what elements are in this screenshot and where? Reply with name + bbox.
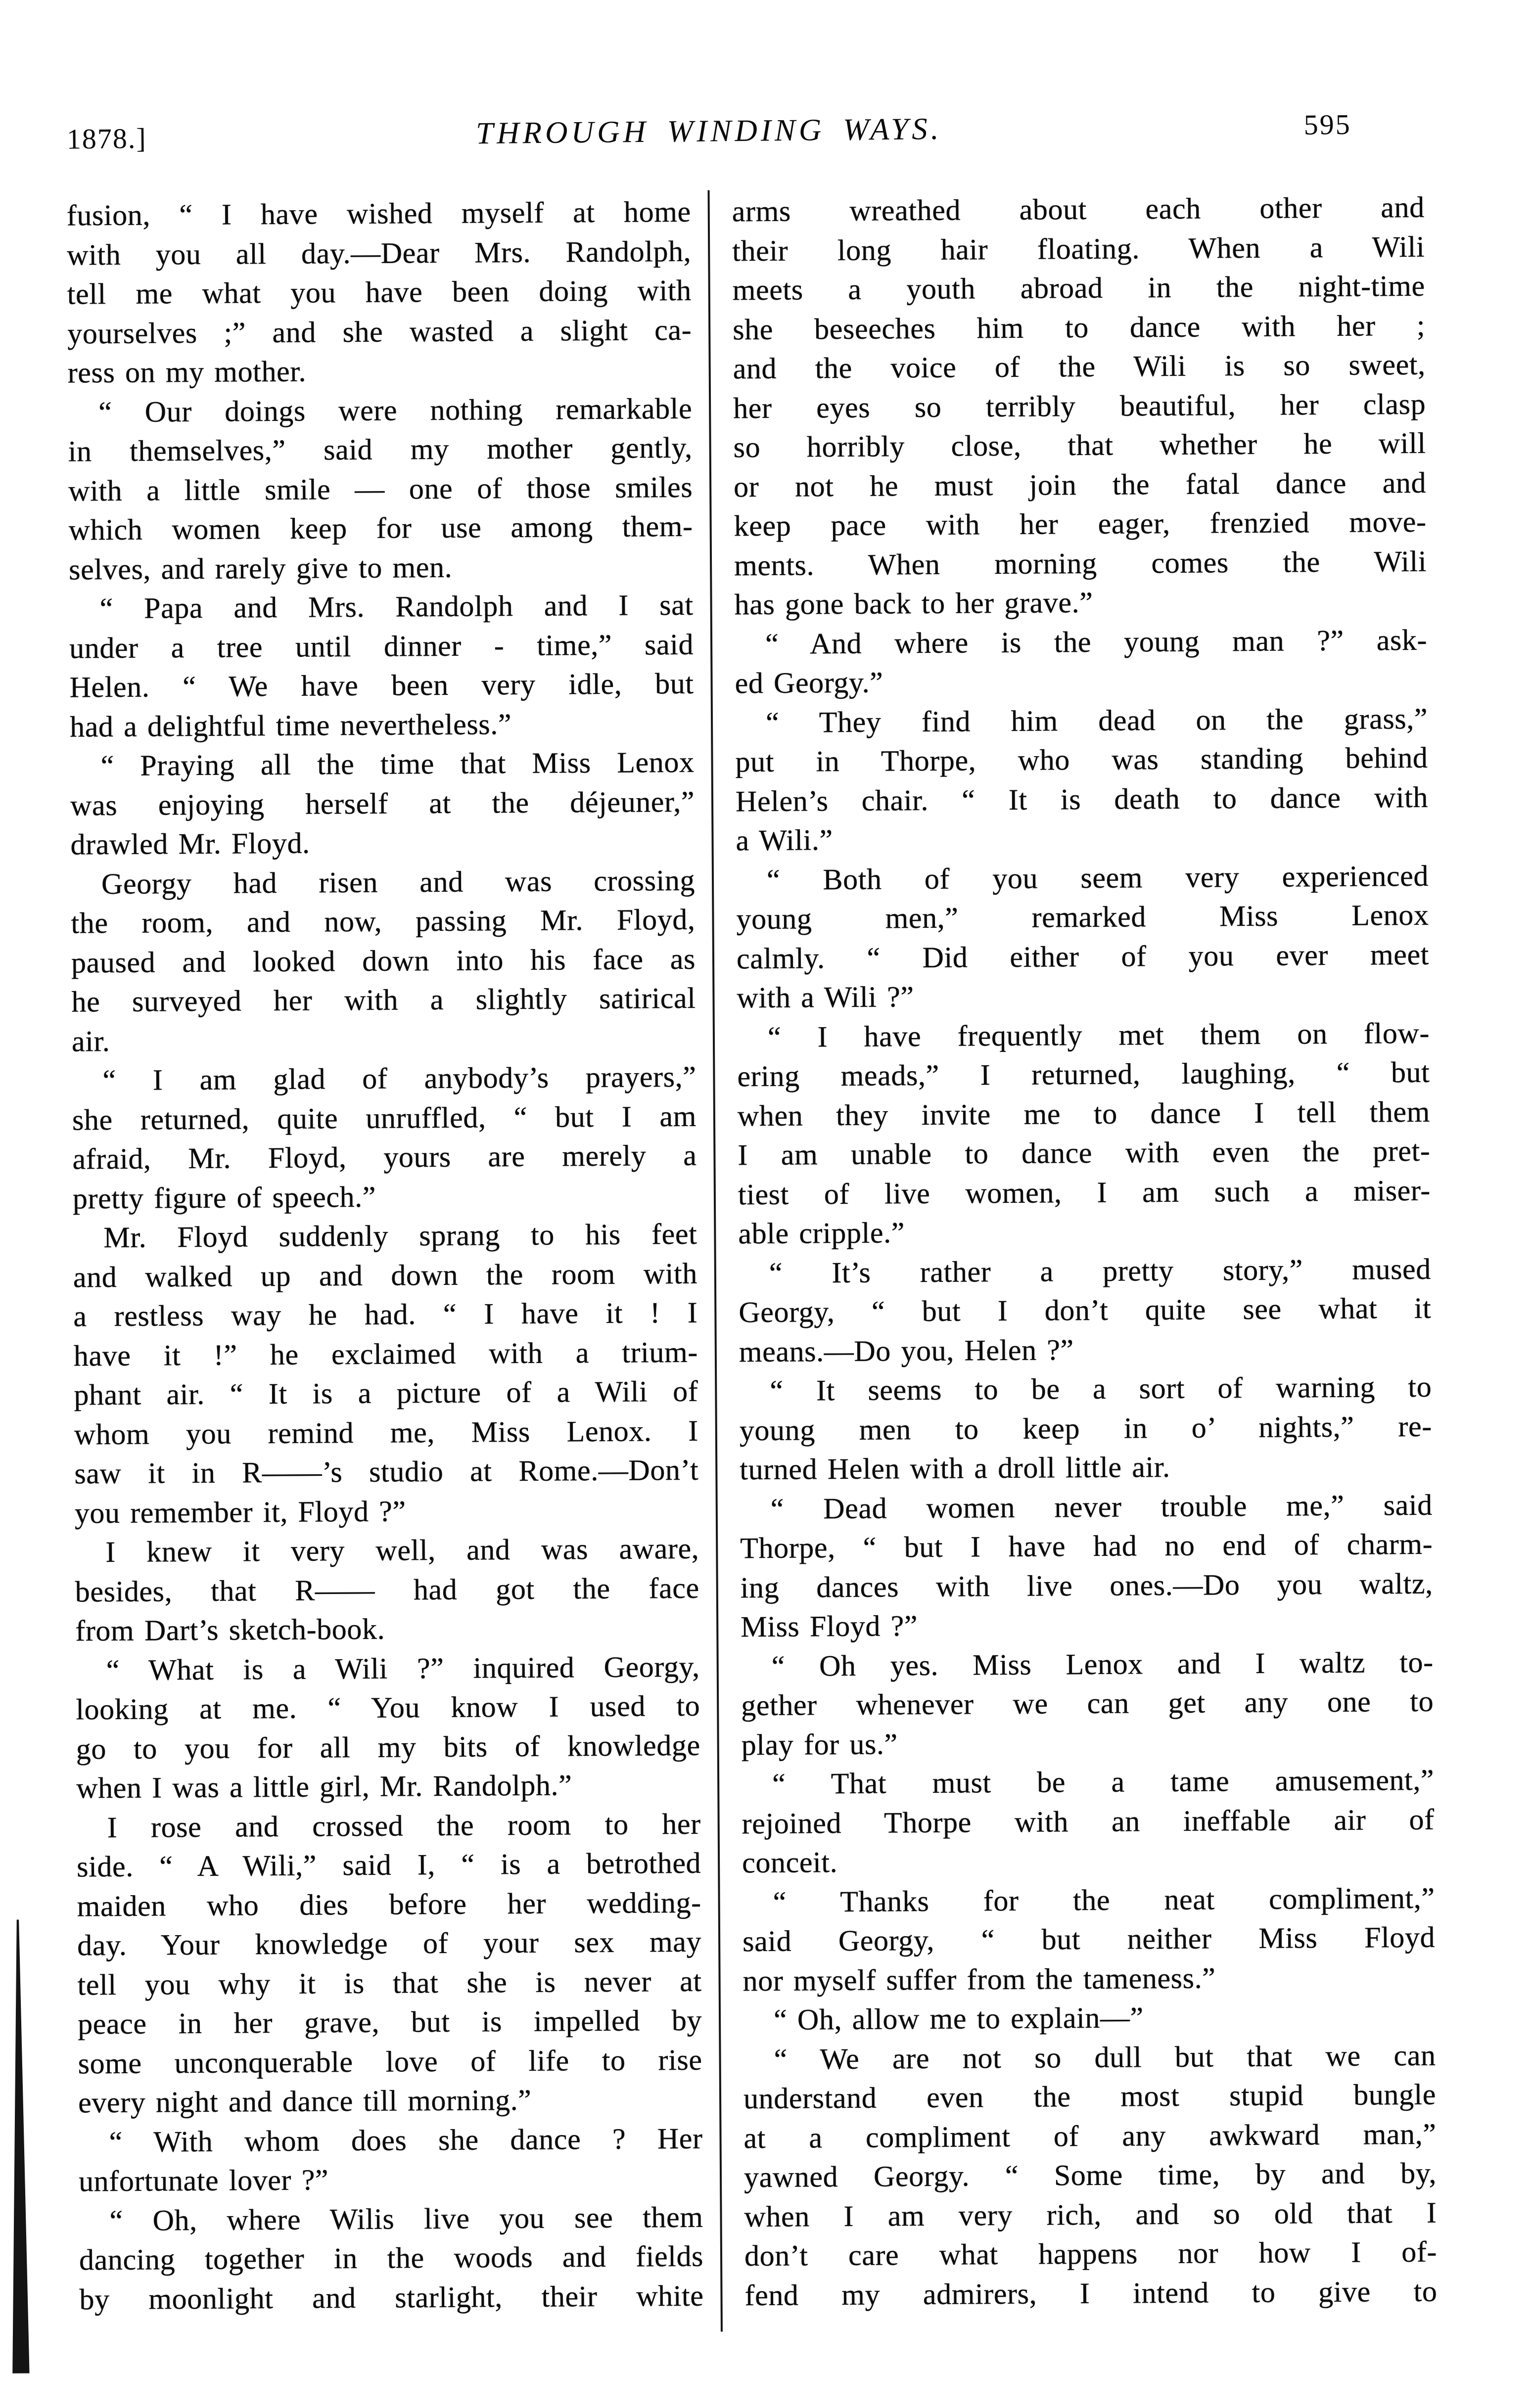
text-line: “ Papa and Mrs. Randolph and I sat bbox=[99, 588, 694, 625]
text-line: said Georgy, “ but neither Miss Floyd bbox=[742, 1920, 1436, 1958]
text-line: “ With whom does she dance ? Her bbox=[109, 2122, 703, 2158]
text-line: dancing together in the woods and fields bbox=[79, 2239, 704, 2276]
text-line: yourselves ;” and she wasted a slight ca- bbox=[67, 313, 692, 350]
text-line: Helen. “ We have been very idle, but bbox=[69, 667, 694, 704]
text-line: when I was a little girl, Mr. Randolph.” bbox=[76, 1769, 572, 1805]
text-line: looking at me. “ You know I used to bbox=[76, 1689, 700, 1726]
text-line: “ That must be a tame amusement,” bbox=[772, 1763, 1435, 1800]
text-line: I rose and crossed the room to her bbox=[107, 1807, 701, 1844]
text-line: fend my admirers, I intend to give to bbox=[744, 2274, 1438, 2312]
text-line: means.—Do you, Helen ?” bbox=[739, 1333, 1074, 1368]
text-line: besides, that R—— had got the face bbox=[75, 1571, 699, 1608]
text-line: has gone back to her grave.” bbox=[734, 586, 1093, 621]
text-line: air. bbox=[71, 1024, 110, 1058]
left-text-column bbox=[67, 192, 704, 2319]
text-line: “ They find him dead on the grass,” bbox=[765, 702, 1428, 739]
text-line: a Wili.” bbox=[736, 823, 833, 857]
text-line: “ And where is the young man ?” ask- bbox=[765, 623, 1428, 660]
header-year: 1878.] bbox=[66, 122, 147, 155]
text-line: put in Thorpe, who was standing behind bbox=[735, 741, 1428, 778]
text-line: Thorpe, “ but I have had no end of charm- bbox=[740, 1527, 1433, 1565]
text-line: ress on my mother. bbox=[67, 355, 307, 389]
text-line: “ Both of you seem very experienced bbox=[766, 859, 1429, 896]
text-line: day. Your knowledge of your sex may bbox=[77, 1925, 702, 1962]
text-line: or not he must join the fatal dance and bbox=[733, 466, 1427, 503]
text-line: their long hair floating. When a Wili bbox=[732, 230, 1425, 267]
text-line: Miss Floyd ?” bbox=[741, 1609, 918, 1643]
text-line: unfortunate lover ?” bbox=[78, 2163, 329, 2198]
text-line: under a tree until dinner - time,” said bbox=[69, 628, 694, 665]
text-line: her eyes so terribly beautiful, her clasp bbox=[733, 387, 1426, 424]
running-head bbox=[66, 107, 1351, 164]
text-line: ments. When morning comes the Wili bbox=[734, 545, 1427, 582]
text-line: I knew it very well, and was aware, bbox=[105, 1532, 699, 1569]
text-line: Helen’s chair. “ It is death to dance with bbox=[735, 780, 1429, 818]
text-line: ing dances with live ones.—Do you waltz, bbox=[740, 1567, 1433, 1604]
text-line: was enjoying herself at the déjeuner,” bbox=[70, 785, 695, 822]
text-line: tell you why it is that she is never at bbox=[77, 1964, 702, 2001]
text-line: ering meads,” I returned, laughing, “ but bbox=[737, 1055, 1430, 1093]
text-line: don’t care what happens nor how I of- bbox=[744, 2235, 1438, 2272]
right-text-column bbox=[732, 188, 1438, 2315]
text-line: when they invite me to dance I tell them bbox=[737, 1095, 1431, 1132]
text-line: by moonlight and starlight, their white bbox=[79, 2279, 704, 2316]
text-line: had a delightful time nevertheless.” bbox=[69, 707, 512, 743]
text-line: with a little smile — one of those smiles bbox=[68, 470, 693, 507]
scan-artifact-streak bbox=[5, 1919, 30, 2373]
text-line: conceit. bbox=[742, 1846, 838, 1879]
text-line: which women keep for use among them- bbox=[68, 509, 693, 546]
text-line: “ Oh, allow me to explain—” bbox=[773, 2001, 1144, 2036]
text-line: I am unable to dance with even the pret- bbox=[738, 1134, 1431, 1172]
text-line: “ It seems to be a sort of warning to bbox=[770, 1370, 1432, 1407]
text-line: paused and looked down into his face as bbox=[71, 942, 696, 979]
text-line: side. “ A Wili,” said I, “ is a betrothed bbox=[76, 1846, 701, 1883]
text-line: “ We are not so dull but that we can bbox=[774, 2039, 1436, 2076]
text-line: pretty figure of speech.” bbox=[72, 1180, 376, 1215]
text-line: with a Wili ?” bbox=[737, 980, 914, 1014]
text-line: “ I am glad of anybody’s prayers,” bbox=[102, 1060, 696, 1097]
text-line: young men,” remarked Miss Lenox bbox=[736, 898, 1429, 936]
text-line: “ Oh yes. Miss Lenox and I waltz to- bbox=[771, 1645, 1434, 1682]
page-title: THROUGH WINDING WAYS. bbox=[475, 111, 942, 151]
text-line: with you all day.—Dear Mrs. Randolph, bbox=[67, 234, 692, 272]
text-line: from Dart’s sketch-book. bbox=[75, 1612, 385, 1647]
text-line: so horribly close, that whether he will bbox=[733, 426, 1426, 464]
text-line: the room, and now, passing Mr. Floyd, bbox=[71, 903, 696, 940]
text-line: understand even the most stupid bungle bbox=[743, 2078, 1437, 2115]
text-line: “ Dead women never trouble me,” said bbox=[770, 1488, 1433, 1525]
text-line: gether whenever we can get any one to bbox=[741, 1684, 1434, 1722]
text-line: rejoined Thorpe with an ineffable air of bbox=[742, 1803, 1435, 1840]
text-line: Mr. Floyd suddenly sprang to his feet bbox=[103, 1217, 697, 1254]
text-line: phant air. “ It is a picture of a Wili of bbox=[74, 1374, 698, 1411]
text-line: tell me what you have been doing with bbox=[67, 273, 692, 311]
text-line: and walked up and down the room with bbox=[73, 1257, 698, 1294]
text-line: ed Georgy.” bbox=[735, 666, 883, 700]
text-line: yawned Georgy. “ Some time, by and by, bbox=[743, 2156, 1437, 2194]
text-line: she beseeches him to dance with her ; bbox=[733, 309, 1426, 346]
text-line: maiden who dies before her wedding- bbox=[77, 1886, 701, 1923]
text-line: have it !” he exclaimed with a trium- bbox=[73, 1335, 698, 1372]
text-line: play for us.” bbox=[741, 1727, 898, 1761]
text-line: “ Thanks for the neat compliment,” bbox=[773, 1881, 1435, 1918]
page-number: 595 bbox=[1303, 108, 1351, 141]
text-line: a restless way he had. “ I have it ! I bbox=[73, 1296, 698, 1333]
text-line: fusion, “ I have wished myself at home bbox=[66, 195, 691, 232]
column-divider-rule bbox=[708, 190, 723, 2332]
text-line: young men to keep in o’ nights,” re- bbox=[739, 1409, 1432, 1447]
text-line: arms wreathed about each other and bbox=[732, 190, 1425, 228]
text-line: selves, and rarely give to men. bbox=[68, 550, 453, 586]
text-line: and the voice of the Wili is so sweet, bbox=[733, 348, 1426, 385]
text-line: “ Oh, where Wilis live you see them bbox=[109, 2200, 703, 2237]
text-line: go to you for all my bits of knowledge bbox=[76, 1728, 700, 1766]
text-line: “ It’s rather a pretty story,” mused bbox=[769, 1252, 1432, 1289]
text-line: “ I have frequently met them on flow- bbox=[767, 1016, 1430, 1053]
text-line: you remember it, Floyd ?” bbox=[74, 1494, 406, 1530]
text-line: nor myself suffer from the tameness.” bbox=[743, 1961, 1216, 1997]
text-line: “ Our doings were nothing remarkable bbox=[98, 392, 693, 428]
text-line: Georgy, “ but I don’t quite see what it bbox=[739, 1291, 1432, 1329]
text-line: peace in her grave, but is impelled by bbox=[77, 2003, 702, 2041]
text-line: drawled Mr. Floyd. bbox=[70, 826, 310, 861]
text-line: every night and dance till morning.” bbox=[78, 2083, 532, 2119]
text-line: some unconquerable love of life to rise bbox=[78, 2043, 702, 2080]
text-line: “ What is a Wili ?” inquired Georgy, bbox=[106, 1650, 700, 1686]
text-line: tiest of live women, I am such a miser- bbox=[738, 1174, 1431, 1211]
text-line: afraid, Mr. Floyd, yours are merely a bbox=[72, 1138, 697, 1176]
text-line: whom you remind me, Miss Lenox. I bbox=[74, 1414, 699, 1451]
text-line: Georgy had risen and was crossing bbox=[101, 863, 696, 900]
text-line: saw it in R——’s studio at Rome.—Don’t bbox=[74, 1453, 699, 1490]
text-line: calmly. “ Did either of you ever meet bbox=[736, 938, 1430, 975]
text-line: when I am very rich, and so old that I bbox=[744, 2196, 1437, 2233]
text-line: able cripple.” bbox=[738, 1216, 905, 1250]
text-line: he surveyed her with a slightly satirical bbox=[71, 981, 696, 1018]
text-line: “ Praying all the time that Miss Lenox bbox=[100, 745, 695, 782]
text-line: meets a youth abroad in the night-time bbox=[732, 269, 1425, 307]
text-line: she returned, quite unruffled, “ but I am bbox=[72, 1099, 697, 1136]
text-line: at a compliment of any awkward man,” bbox=[743, 2117, 1437, 2154]
text-line: turned Helen with a droll little air. bbox=[740, 1451, 1170, 1486]
text-line: keep pace with her eager, frenzied move- bbox=[734, 505, 1427, 543]
text-line: in themselves,” said my mother gently, bbox=[68, 431, 693, 468]
